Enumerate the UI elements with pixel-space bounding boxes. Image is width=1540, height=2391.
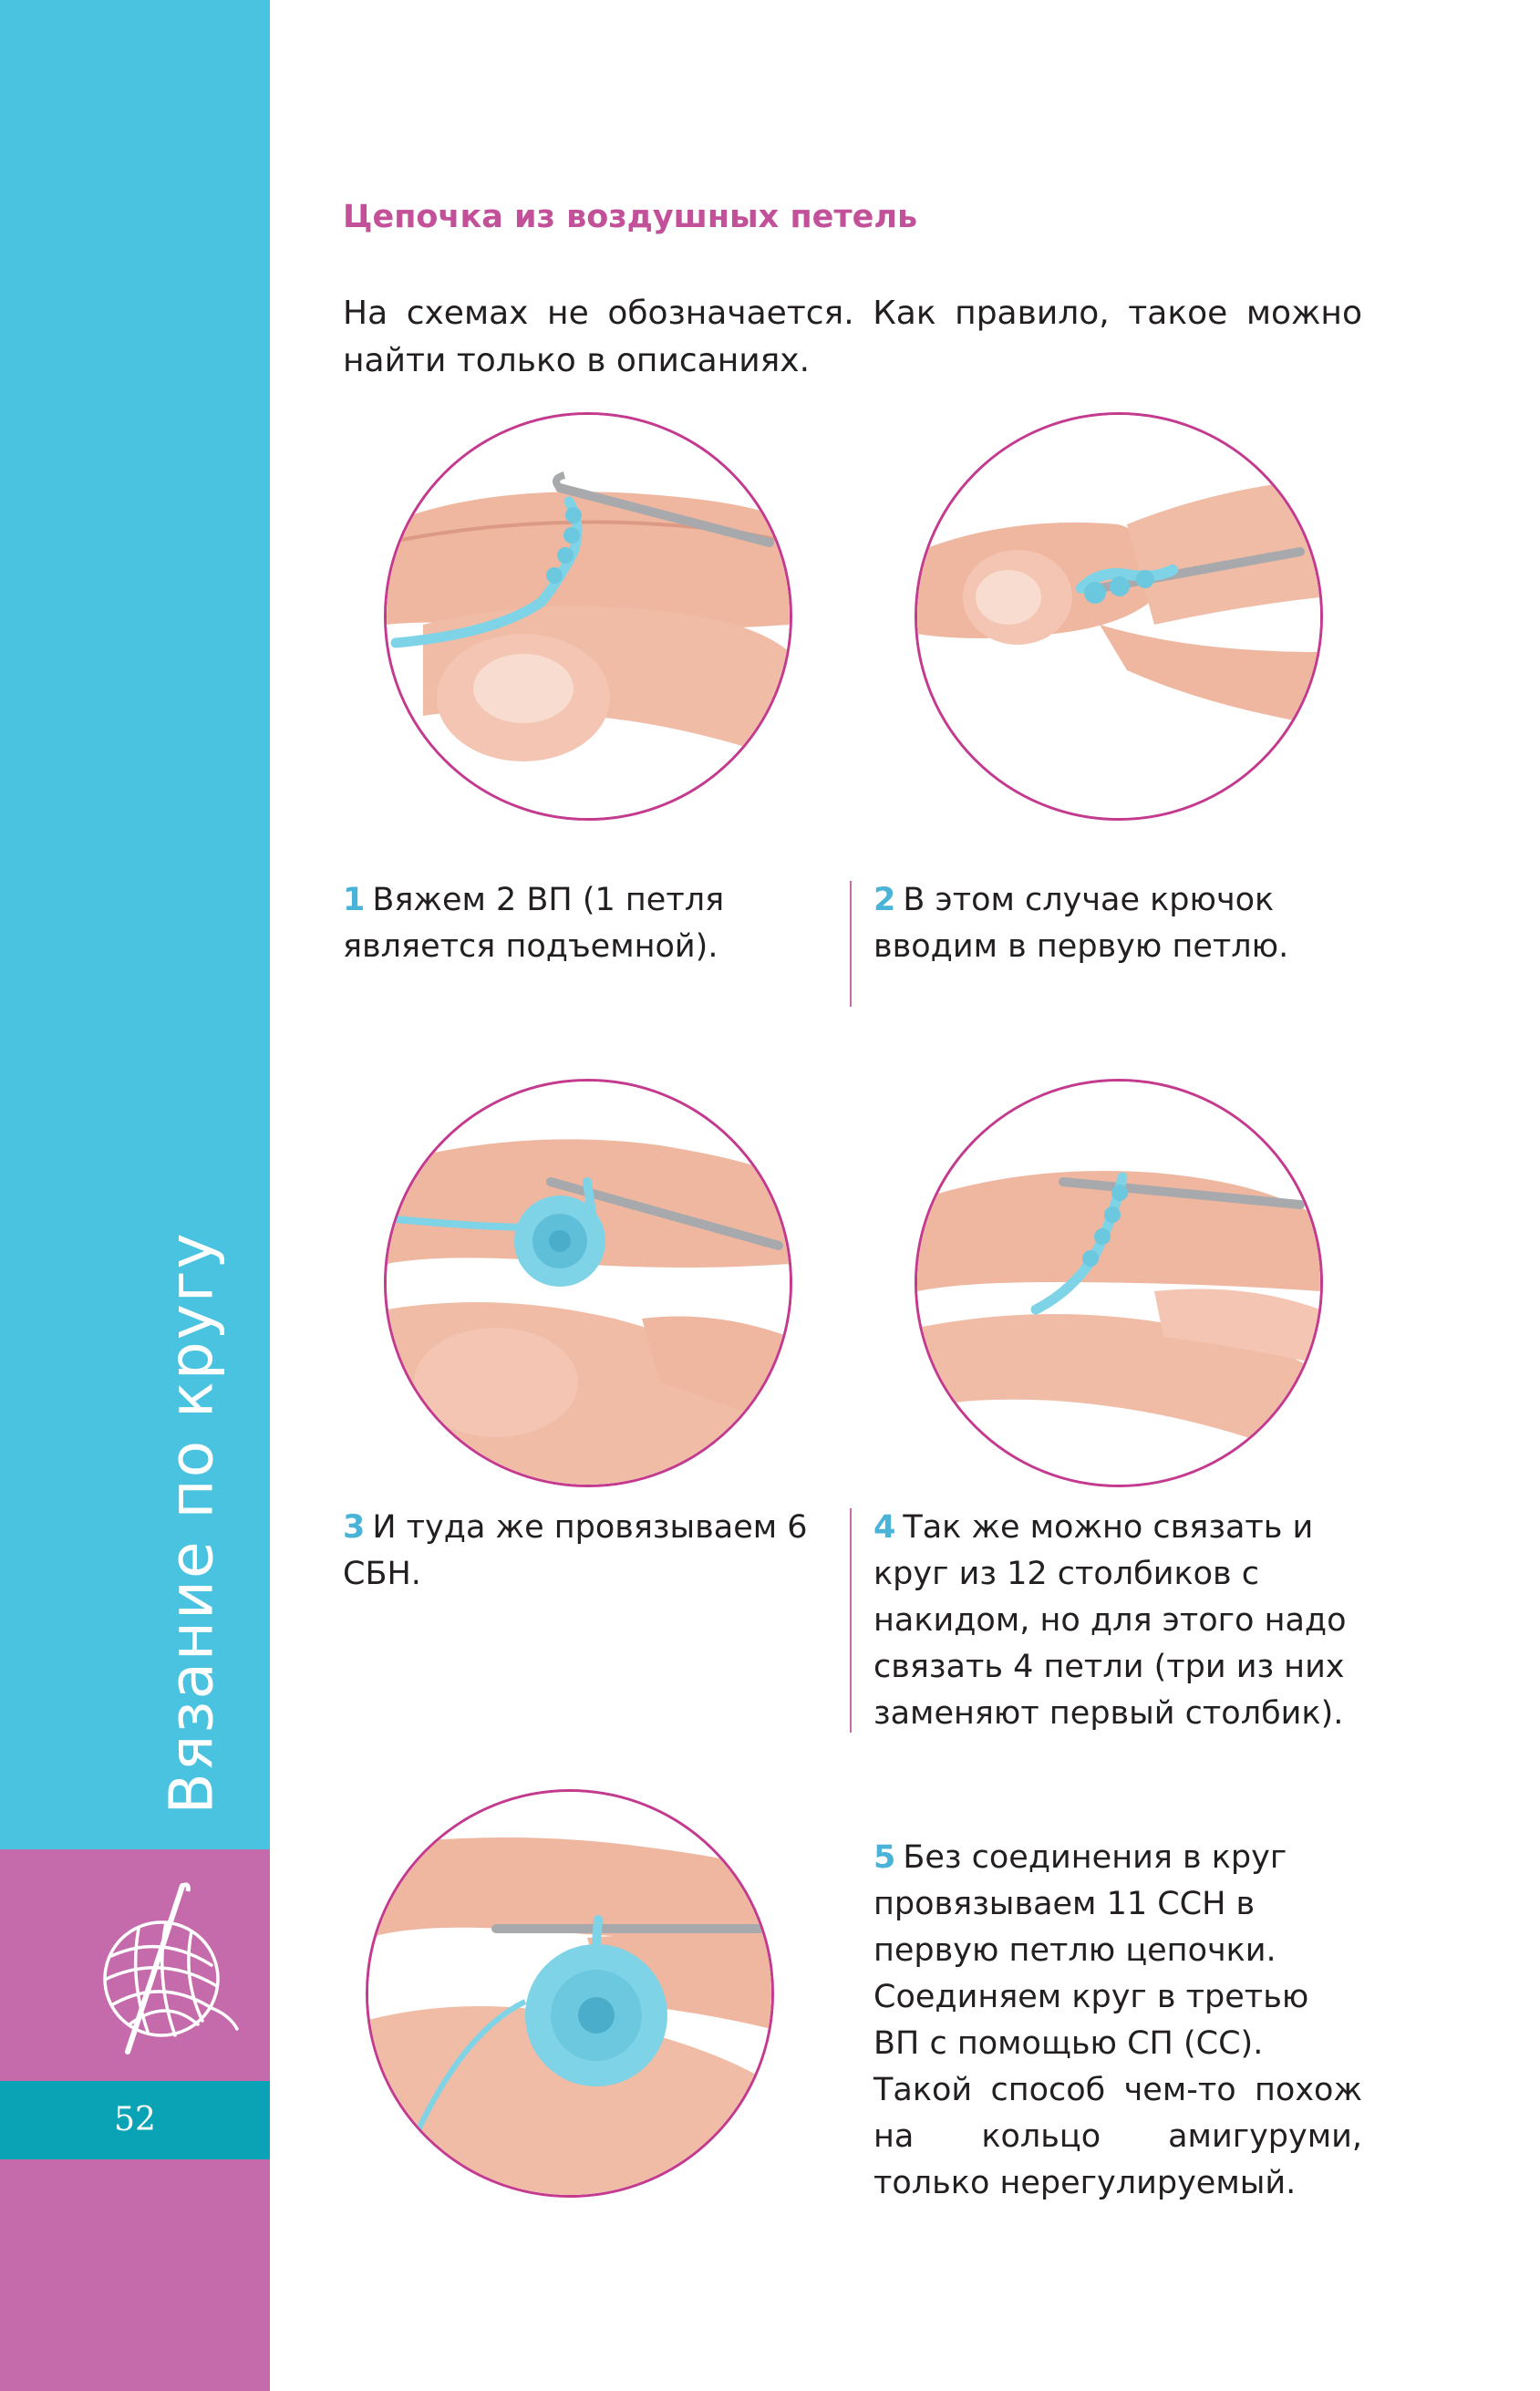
- step-5-caption: [873, 1835, 1362, 2207]
- step-4-text: Так же можно связать и круг из 12 столбиков с накидом, но для этого надо связать 4 петли (три из них заменяют первый столбик).: [873, 1509, 1347, 1732]
- step-5-note: Такой способ чем-то похож на кольцо амигуруми, только нерегулируемый.: [873, 2072, 1362, 2201]
- six-sc-ring-photo: [384, 1079, 792, 1487]
- column-divider: [850, 1508, 852, 1733]
- page-number: 52: [114, 2101, 156, 2138]
- step-4-number: 4: [873, 1509, 896, 1546]
- step-1-text: Вяжем 2 ВП (1 петля является подъемной).: [343, 882, 725, 965]
- step-5-text: Без соединения в круг провязываем 11 ССН в первую петлю цепочки. Соединяем круг в третью ВП с помощью СП (СС).: [873, 1839, 1309, 2062]
- step-1-number: 1: [343, 882, 366, 918]
- step-2-number: 2: [873, 882, 896, 918]
- crochet-chain-photo: [384, 412, 792, 821]
- yarn-ball-with-hook-icon: [75, 1879, 248, 2061]
- section-title: Цепочка из воздушных петель: [343, 199, 918, 235]
- step-4-caption: [873, 1505, 1366, 1737]
- column-divider: [850, 881, 852, 1007]
- step-2-text: В этом случае крючок вводим в первую петлю.: [873, 882, 1289, 965]
- step-3-number: 3: [343, 1509, 366, 1546]
- hook-in-first-loop-photo: [915, 412, 1323, 821]
- step-3-caption: [343, 1505, 835, 1598]
- four-chain-photo: [915, 1079, 1323, 1487]
- step-3-text: И туда же провязываем 6 СБН.: [343, 1509, 808, 1592]
- chapter-title: Вязание по кругу: [156, 1231, 227, 1815]
- step-1-caption: [343, 877, 835, 970]
- step-2-caption: [873, 877, 1366, 970]
- dc-circle-photo: [366, 1789, 774, 2198]
- sidebar-cyan-band: [0, 0, 270, 1849]
- sidebar: [0, 0, 270, 2391]
- section-intro: На схемах не обозначается. Как правило, такое можно найти только в описаниях.: [343, 295, 1362, 379]
- step-5-number: 5: [873, 1839, 896, 1876]
